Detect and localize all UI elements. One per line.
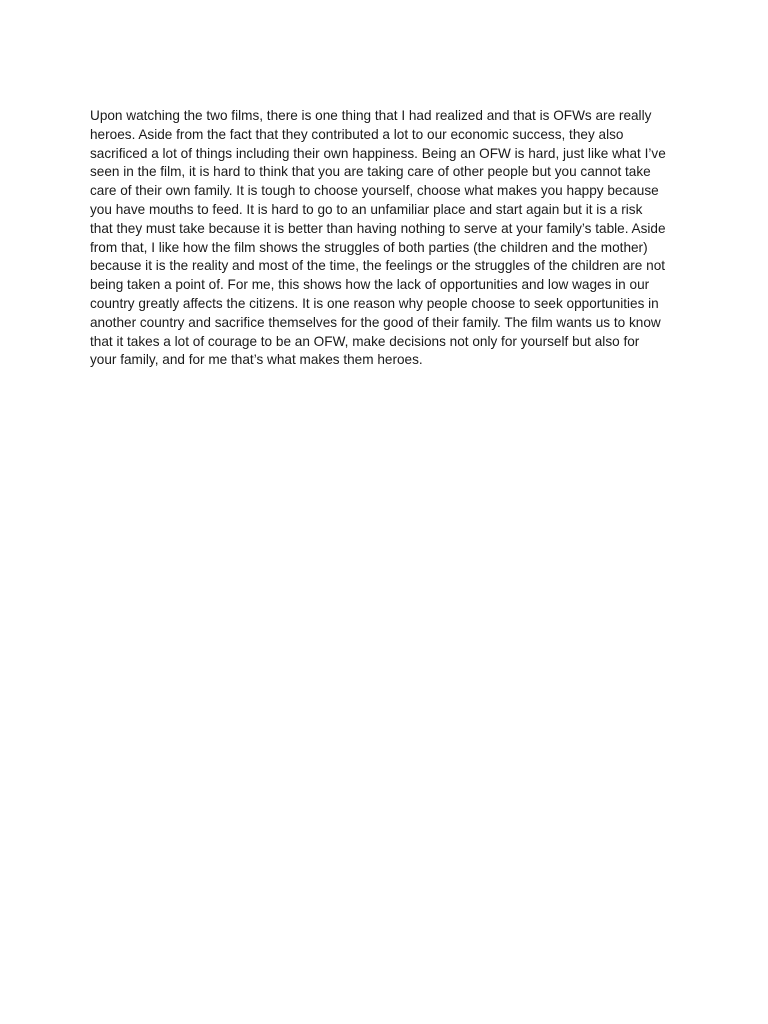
body-paragraph: Upon watching the two films, there is one thing that I had realized and that is OFWs are really heroes. Aside from the fact that they contributed a lot to our economic success, they also sacrificed a lot of things including their own happiness. Being an OFW is hard, just like what I’ve seen in the film, it is hard to think that you are taking care of other people but you cannot take care of their own family. It is tough to choose yourself, choose what makes you happy because you have mouths to feed. It is hard to go to an unfamiliar place and start again but it is a risk that they must take because it is better than having nothing to serve at your family’s table. Aside from that, I like how the film shows the struggles of both parties (the children and the mother) because it is the reality and most of the time, the feelings or the struggles of the children are not being taken a point of. For me, this shows how the lack of opportunities and low wages in our country greatly affects the citizens. It is one reason why people choose to seek opportunities in another country and sacrifice themselves for the good of their family. The film wants us to know that it takes a lot of courage to be an OFW, make decisions not only for yourself but also for your family, and for me that’s what makes them heroes. [90,108,666,368]
